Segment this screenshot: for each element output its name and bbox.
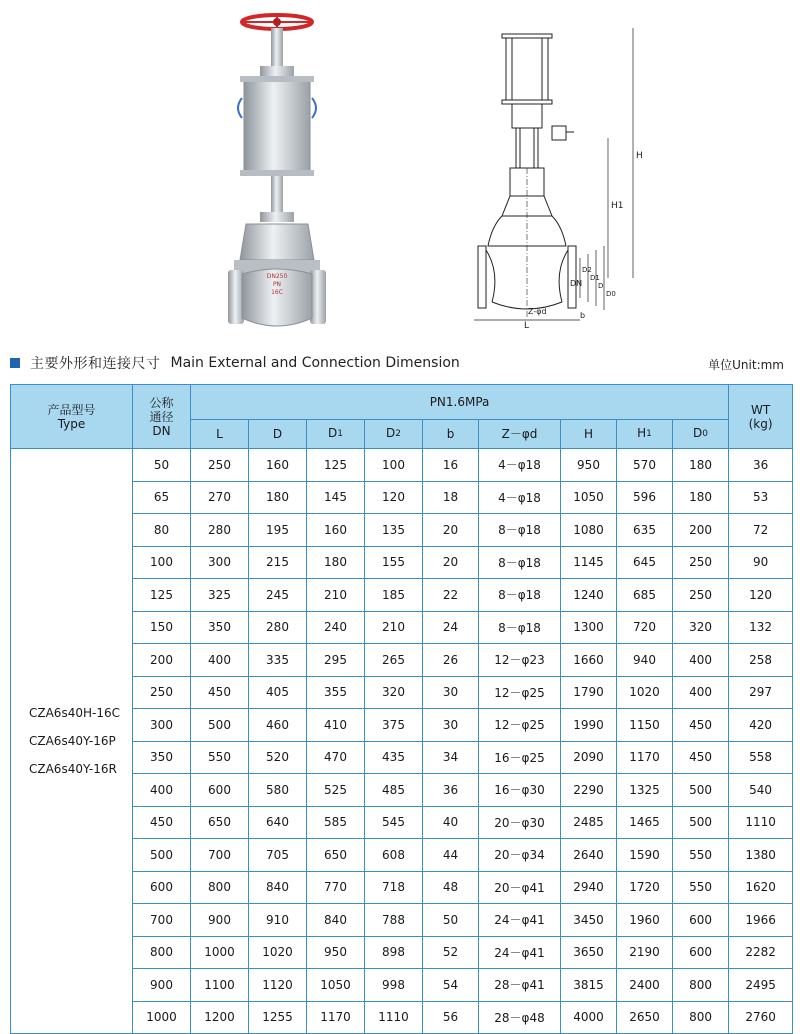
table-cell: 1110 — [729, 806, 793, 839]
table-cell: 1020 — [249, 936, 307, 969]
table-cell: 120 — [729, 579, 793, 612]
column-header: D1 — [307, 420, 365, 449]
table-cell: 50 — [133, 449, 191, 482]
table-cell: 16－φ30 — [479, 774, 561, 807]
table-cell: 20－φ41 — [479, 871, 561, 904]
table-cell: 250 — [133, 676, 191, 709]
table-cell: 100 — [133, 546, 191, 579]
table-cell: 1000 — [133, 1001, 191, 1034]
table-cell: 4－φ18 — [479, 481, 561, 514]
table-cell: 28－φ41 — [479, 969, 561, 1002]
table-cell: 800 — [133, 936, 191, 969]
column-header: D2 — [365, 420, 423, 449]
table-cell: 2400 — [617, 969, 673, 1002]
table-cell: 72 — [729, 514, 793, 547]
table-cell: 132 — [729, 611, 793, 644]
table-cell: 125 — [133, 579, 191, 612]
table-cell: 16 — [423, 449, 479, 482]
dimension-table — [10, 384, 793, 1034]
table-cell: 1170 — [307, 1001, 365, 1034]
table-cell: 52 — [423, 936, 479, 969]
table-cell: 608 — [365, 839, 423, 872]
table-cell: 485 — [365, 774, 423, 807]
table-cell: 1790 — [561, 676, 617, 709]
column-header: Z－φd — [479, 420, 561, 449]
table-cell: 280 — [191, 514, 249, 547]
table-cell: 450 — [673, 709, 729, 742]
table-cell: 16－φ25 — [479, 741, 561, 774]
table-cell: 450 — [673, 741, 729, 774]
table-cell: 53 — [729, 481, 793, 514]
table-cell: 450 — [133, 806, 191, 839]
table-cell: 3815 — [561, 969, 617, 1002]
column-header: L — [191, 420, 249, 449]
table-cell: 8－φ18 — [479, 579, 561, 612]
table-cell: 155 — [365, 546, 423, 579]
table-cell: 1020 — [617, 676, 673, 709]
header-dn: 公称 通径 DN — [133, 385, 191, 449]
table-cell: 297 — [729, 676, 793, 709]
table-cell: 295 — [307, 644, 365, 677]
table-cell: 30 — [423, 709, 479, 742]
table-cell: 24－φ41 — [479, 936, 561, 969]
table-cell: 1000 — [191, 936, 249, 969]
table-cell: 56 — [423, 1001, 479, 1034]
label-D1: D1 — [590, 274, 600, 282]
table-cell: 36 — [423, 774, 479, 807]
table-cell: 12－φ25 — [479, 709, 561, 742]
table-cell: 2650 — [617, 1001, 673, 1034]
table-cell: 24－φ41 — [479, 904, 561, 937]
table-cell: 950 — [561, 449, 617, 482]
table-cell: 30 — [423, 676, 479, 709]
table-cell: 520 — [249, 741, 307, 774]
table-cell: 180 — [673, 481, 729, 514]
table-cell: 700 — [133, 904, 191, 937]
table-cell: 200 — [673, 514, 729, 547]
table-cell: 48 — [423, 871, 479, 904]
column-header: D0 — [673, 420, 729, 449]
table-cell: 54 — [423, 969, 479, 1002]
table-cell: 1325 — [617, 774, 673, 807]
table-cell: 1255 — [249, 1001, 307, 1034]
table-cell: 12－φ23 — [479, 644, 561, 677]
table-cell: 1620 — [729, 871, 793, 904]
table-cell: 1200 — [191, 1001, 249, 1034]
table-cell: 2760 — [729, 1001, 793, 1034]
table-cell: 40 — [423, 806, 479, 839]
table-cell: 36 — [729, 449, 793, 482]
table-cell: 2090 — [561, 741, 617, 774]
table-cell: 320 — [673, 611, 729, 644]
table-cell: 375 — [365, 709, 423, 742]
table-cell: 100 — [365, 449, 423, 482]
table-cell: 600 — [191, 774, 249, 807]
table-cell: 585 — [307, 806, 365, 839]
table-cell: 28－φ48 — [479, 1001, 561, 1034]
table-cell: 940 — [617, 644, 673, 677]
label-H: H — [636, 151, 643, 161]
table-cell: 600 — [673, 936, 729, 969]
table-cell: 180 — [249, 481, 307, 514]
table-cell: 258 — [729, 644, 793, 677]
table-cell: 210 — [307, 579, 365, 612]
header-type: 产品型号 Type — [11, 385, 133, 449]
table-cell: 500 — [191, 709, 249, 742]
table-cell: 705 — [249, 839, 307, 872]
table-cell: 335 — [249, 644, 307, 677]
table-cell: 460 — [249, 709, 307, 742]
table-cell: 596 — [617, 481, 673, 514]
table-cell: 900 — [133, 969, 191, 1002]
table-cell: 160 — [249, 449, 307, 482]
table-cell: 500 — [673, 806, 729, 839]
table-cell: 1300 — [561, 611, 617, 644]
table-row — [11, 449, 793, 482]
table-cell: 135 — [365, 514, 423, 547]
label-b: b — [580, 311, 586, 320]
table-cell: 718 — [365, 871, 423, 904]
table-cell: 150 — [133, 611, 191, 644]
table-cell: 1050 — [307, 969, 365, 1002]
table-cell: 240 — [307, 611, 365, 644]
label-DN: DN — [570, 279, 583, 288]
table-cell: 900 — [191, 904, 249, 937]
label-D: D — [598, 282, 604, 290]
table-cell: 435 — [365, 741, 423, 774]
table-cell: 350 — [133, 741, 191, 774]
table-cell: 24 — [423, 611, 479, 644]
table-cell: 570 — [617, 449, 673, 482]
table-cell: 3650 — [561, 936, 617, 969]
table-cell: 80 — [133, 514, 191, 547]
table-cell: 1170 — [617, 741, 673, 774]
table-cell: 1960 — [617, 904, 673, 937]
valve-product-photo — [222, 8, 332, 334]
table-cell: 195 — [249, 514, 307, 547]
table-cell: 400 — [673, 676, 729, 709]
label-D2: D2 — [582, 266, 592, 274]
table-cell: 280 — [249, 611, 307, 644]
table-cell: 4000 — [561, 1001, 617, 1034]
table-cell: 160 — [307, 514, 365, 547]
column-header: H1 — [617, 420, 673, 449]
table-cell: 770 — [307, 871, 365, 904]
table-cell: 185 — [365, 579, 423, 612]
model-type: CZA6s40Y-16R — [29, 762, 117, 776]
table-cell: 8－φ18 — [479, 546, 561, 579]
table-cell: 1120 — [249, 969, 307, 1002]
table-cell: 180 — [673, 449, 729, 482]
table-cell: 2190 — [617, 936, 673, 969]
table-cell: 250 — [673, 579, 729, 612]
table-cell: 800 — [673, 969, 729, 1002]
table-cell: 800 — [191, 871, 249, 904]
table-cell: 4－φ18 — [479, 449, 561, 482]
table-cell: 550 — [673, 839, 729, 872]
label-D0: D0 — [606, 290, 616, 298]
table-cell: 3450 — [561, 904, 617, 937]
table-cell: 800 — [673, 1001, 729, 1034]
table-cell: 2282 — [729, 936, 793, 969]
table-cell: 540 — [729, 774, 793, 807]
table-cell: 8－φ18 — [479, 514, 561, 547]
table-cell: 125 — [307, 449, 365, 482]
table-cell: 1050 — [561, 481, 617, 514]
table-cell: 1590 — [617, 839, 673, 872]
table-cell: 22 — [423, 579, 479, 612]
table-cell: 1465 — [617, 806, 673, 839]
table-cell: 600 — [133, 871, 191, 904]
section-heading — [10, 354, 460, 372]
table-cell: 270 — [191, 481, 249, 514]
table-cell: 2940 — [561, 871, 617, 904]
table-cell: 550 — [673, 871, 729, 904]
column-header: D — [249, 420, 307, 449]
column-header: H — [561, 420, 617, 449]
table-cell: 580 — [249, 774, 307, 807]
table-cell: 640 — [249, 806, 307, 839]
table-cell: 265 — [365, 644, 423, 677]
table-cell: 1150 — [617, 709, 673, 742]
table-cell: 300 — [191, 546, 249, 579]
table-cell: 355 — [307, 676, 365, 709]
body-marking: DN250 — [266, 273, 288, 280]
table-cell: 1145 — [561, 546, 617, 579]
table-cell: 650 — [191, 806, 249, 839]
table-cell: 525 — [307, 774, 365, 807]
table-cell: 650 — [307, 839, 365, 872]
table-cell: 635 — [617, 514, 673, 547]
table-cell: 20－φ34 — [479, 839, 561, 872]
label-H1: H1 — [611, 201, 624, 211]
table-cell: 720 — [617, 611, 673, 644]
table-cell: 2290 — [561, 774, 617, 807]
table-cell: 215 — [249, 546, 307, 579]
table-cell: 145 — [307, 481, 365, 514]
table-cell: 90 — [729, 546, 793, 579]
body-marking: PN — [272, 281, 282, 288]
table-cell: 200 — [133, 644, 191, 677]
section-title-en: Main External and Connection Dimension — [170, 355, 460, 371]
table-cell: 180 — [307, 546, 365, 579]
table-cell: 20 — [423, 546, 479, 579]
table-cell: 320 — [365, 676, 423, 709]
table-cell: 950 — [307, 936, 365, 969]
table-cell: 350 — [191, 611, 249, 644]
table-cell: 840 — [307, 904, 365, 937]
table-cell: 400 — [673, 644, 729, 677]
table-cell: 685 — [617, 579, 673, 612]
body-marking: 16C — [271, 289, 283, 296]
table-cell: 500 — [673, 774, 729, 807]
table-cell: 1660 — [561, 644, 617, 677]
table-cell: 1720 — [617, 871, 673, 904]
table-cell: 44 — [423, 839, 479, 872]
header-pressure: PN1.6MPa — [191, 385, 729, 420]
table-cell: 300 — [133, 709, 191, 742]
model-type: CZA6s40H-16C — [29, 706, 120, 720]
table-cell: 400 — [191, 644, 249, 677]
table-cell: 910 — [249, 904, 307, 937]
table-cell: 325 — [191, 579, 249, 612]
table-cell: 20 — [423, 514, 479, 547]
table-cell: 600 — [673, 904, 729, 937]
label-L: L — [524, 321, 530, 331]
table-cell: 2495 — [729, 969, 793, 1002]
table-cell: 998 — [365, 969, 423, 1002]
table-cell: 558 — [729, 741, 793, 774]
table-cell: 1080 — [561, 514, 617, 547]
table-cell: 250 — [191, 449, 249, 482]
table-cell: 12－φ25 — [479, 676, 561, 709]
table-cell: 1240 — [561, 579, 617, 612]
table-cell: 1110 — [365, 1001, 423, 1034]
table-cell: 410 — [307, 709, 365, 742]
table-cell: 400 — [133, 774, 191, 807]
table-cell: 545 — [365, 806, 423, 839]
table-cell: 500 — [133, 839, 191, 872]
table-cell: 1100 — [191, 969, 249, 1002]
table-cell: 26 — [423, 644, 479, 677]
dimension-drawing — [458, 18, 668, 332]
table-cell: 420 — [729, 709, 793, 742]
table-cell: 34 — [423, 741, 479, 774]
column-header: b — [423, 420, 479, 449]
table-cell: 18 — [423, 481, 479, 514]
table-cell: 2640 — [561, 839, 617, 872]
table-cell: 120 — [365, 481, 423, 514]
table-cell: 450 — [191, 676, 249, 709]
table-cell: 645 — [617, 546, 673, 579]
header-weight: WT (kg) — [729, 385, 793, 449]
table-cell: 2485 — [561, 806, 617, 839]
table-cell: 840 — [249, 871, 307, 904]
table-cell: 788 — [365, 904, 423, 937]
model-type: CZA6s40Y-16P — [29, 734, 116, 748]
table-cell: 50 — [423, 904, 479, 937]
table-cell: 470 — [307, 741, 365, 774]
table-cell: 65 — [133, 481, 191, 514]
table-cell: 245 — [249, 579, 307, 612]
table-cell: 700 — [191, 839, 249, 872]
type-cell — [11, 449, 133, 1034]
table-cell: 550 — [191, 741, 249, 774]
label-Z-phi-d: Z-φd — [528, 307, 547, 316]
square-bullet-icon — [10, 358, 20, 368]
unit-label: 单位Unit:mm — [708, 358, 784, 372]
table-cell: 210 — [365, 611, 423, 644]
handwheel-icon — [242, 15, 312, 29]
table-cell: 1990 — [561, 709, 617, 742]
table-cell: 1966 — [729, 904, 793, 937]
table-cell: 8－φ18 — [479, 611, 561, 644]
table-cell: 1380 — [729, 839, 793, 872]
table-cell: 20－φ30 — [479, 806, 561, 839]
section-title-cn: 主要外形和连接尺寸 — [30, 356, 161, 372]
table-cell: 898 — [365, 936, 423, 969]
table-cell: 250 — [673, 546, 729, 579]
table-cell: 405 — [249, 676, 307, 709]
